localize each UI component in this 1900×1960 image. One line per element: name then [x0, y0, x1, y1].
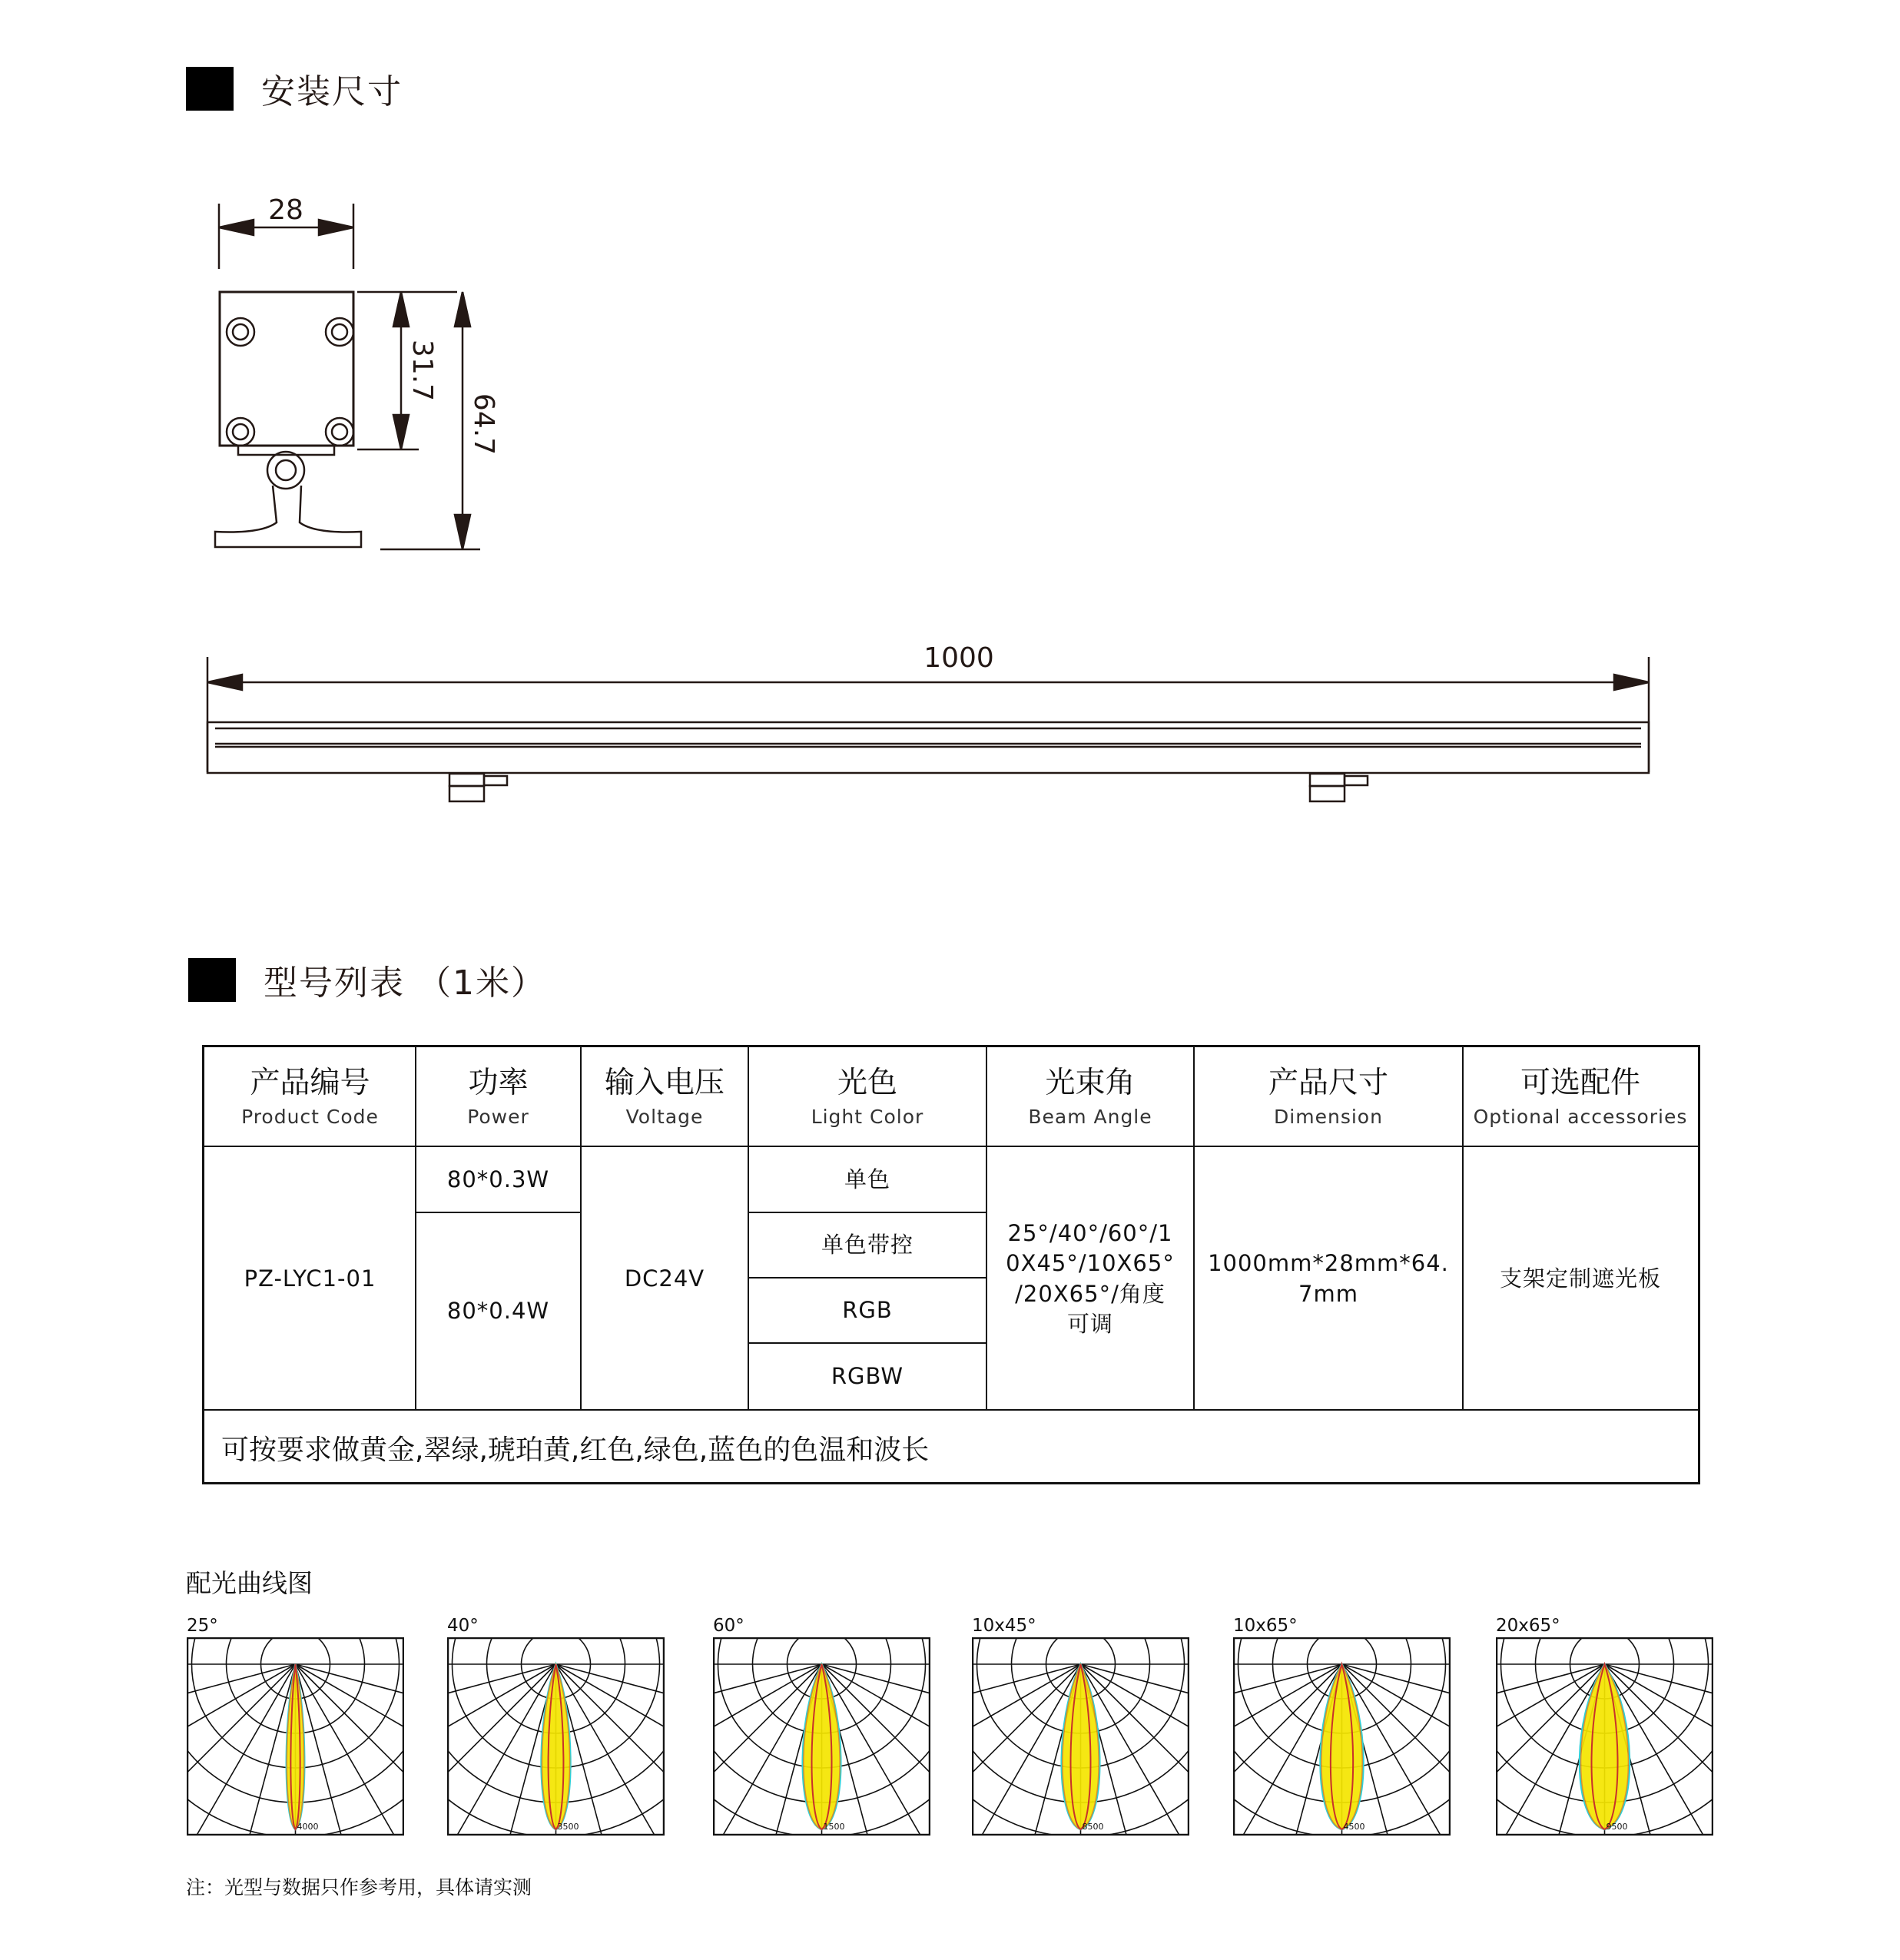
header-light-color	[748, 1047, 986, 1147]
header-en: Beam Angle	[1028, 1105, 1152, 1128]
polar-plot-25	[187, 1637, 404, 1836]
section-marker	[188, 958, 236, 1002]
polar-plot-20x65	[1496, 1637, 1713, 1836]
plot-label-25: 25°	[187, 1616, 218, 1636]
header-en: Power	[467, 1105, 529, 1128]
header-en: Dimension	[1274, 1105, 1383, 1128]
header-en: Voltage	[625, 1105, 704, 1128]
beam-angle-line: /20X65°/角度	[1015, 1280, 1166, 1307]
total-height-dimension: 64.7	[468, 393, 499, 456]
power-cell-2: 80*0.4W	[446, 1298, 550, 1325]
table-rule	[580, 1047, 582, 1411]
center-value-label: 8500	[1082, 1822, 1104, 1832]
length-drawing	[200, 630, 1660, 822]
light-color-cell-3: RGB	[842, 1296, 893, 1323]
header-en: Light Color	[811, 1105, 924, 1128]
header-cn: 光束角	[1045, 1066, 1136, 1101]
light-color-cell-2: 单色带控	[821, 1231, 914, 1258]
header-voltage	[581, 1047, 748, 1147]
table-rule	[1193, 1047, 1195, 1411]
color-note: 可按要求做黄金,翠绿,琥珀黄,红色,绿色,蓝色的色温和波长	[221, 1434, 930, 1466]
plot-label-10x45: 10x45°	[972, 1616, 1036, 1636]
polar-plot-40	[447, 1637, 665, 1836]
header-en: Product Code	[241, 1105, 379, 1128]
header-cn: 输入电压	[604, 1066, 725, 1101]
table-rule	[204, 1146, 1698, 1147]
header-cn: 功率	[468, 1066, 529, 1101]
polar-plot-10x45	[972, 1637, 1189, 1836]
table-rule	[748, 1342, 986, 1344]
width-dimension: 28	[268, 194, 303, 226]
spec-table	[202, 1045, 1700, 1484]
header-product-code	[204, 1047, 416, 1147]
header-dimension	[1194, 1047, 1463, 1147]
table-rule	[748, 1047, 749, 1411]
model-section-header	[188, 955, 546, 1004]
center-value-label: 9500	[1606, 1822, 1628, 1832]
plot-label-60: 60°	[713, 1616, 744, 1636]
install-section-title: 安装尺寸	[261, 72, 403, 111]
length-dimension: 1000	[923, 642, 994, 674]
header-cn: 光色	[837, 1066, 897, 1101]
product-code-cell: PZ-LYC1-01	[244, 1265, 376, 1292]
curves-title: 配光曲线图	[186, 1568, 313, 1598]
header-cn: 产品尺寸	[1268, 1066, 1388, 1101]
voltage-cell: DC24V	[624, 1265, 705, 1292]
table-rule	[415, 1047, 416, 1411]
section-marker	[186, 67, 234, 111]
table-rule	[986, 1047, 987, 1411]
dimension-line: 1000mm*28mm*64.	[1208, 1250, 1449, 1277]
polar-plot-60	[713, 1637, 930, 1836]
power-cell-1: 80*0.3W	[446, 1166, 550, 1192]
header-beam-angle	[986, 1047, 1194, 1147]
body-height-dimension: 31.7	[406, 339, 438, 402]
model-section-title: 型号列表 （1米）	[264, 963, 546, 1003]
center-value-label: 1500	[823, 1822, 845, 1832]
table-rule	[1462, 1047, 1464, 1411]
footnote: 注：光型与数据只作参考用，具体请实测	[186, 1876, 532, 1899]
dimension-line: 7mm	[1298, 1280, 1358, 1307]
light-color-cell-4: RGBW	[831, 1363, 904, 1390]
light-color-cell-1: 单色	[844, 1166, 890, 1192]
header-cn: 产品编号	[250, 1066, 370, 1101]
beam-angle-line: 可调	[1066, 1310, 1113, 1337]
beam-angle-line: 25°/40°/60°/1	[1007, 1220, 1173, 1247]
header-power	[416, 1047, 581, 1147]
header-en: Optional accessories	[1473, 1105, 1688, 1128]
beam-angle-line: 0X45°/10X65°	[1006, 1250, 1175, 1277]
beam-angle-cell	[986, 1147, 1194, 1411]
accessories-cell: 支架定制遮光板	[1499, 1265, 1661, 1292]
header-cn: 可选配件	[1520, 1066, 1640, 1101]
center-value-label: 4500	[1343, 1822, 1365, 1832]
table-rule	[748, 1212, 986, 1213]
center-value-label: 3500	[557, 1822, 579, 1832]
polar-plot-10x65	[1233, 1637, 1451, 1836]
plot-label-20x65: 20x65°	[1496, 1616, 1560, 1636]
profile-drawing	[200, 184, 522, 561]
dimension-cell	[1194, 1147, 1463, 1411]
header-accessories	[1463, 1047, 1698, 1147]
center-value-label: 4000	[297, 1822, 319, 1832]
table-rule	[416, 1212, 581, 1213]
install-section-header	[186, 64, 403, 113]
plot-label-10x65: 10x65°	[1233, 1616, 1298, 1636]
plot-label-40: 40°	[447, 1616, 479, 1636]
table-rule	[748, 1277, 986, 1278]
